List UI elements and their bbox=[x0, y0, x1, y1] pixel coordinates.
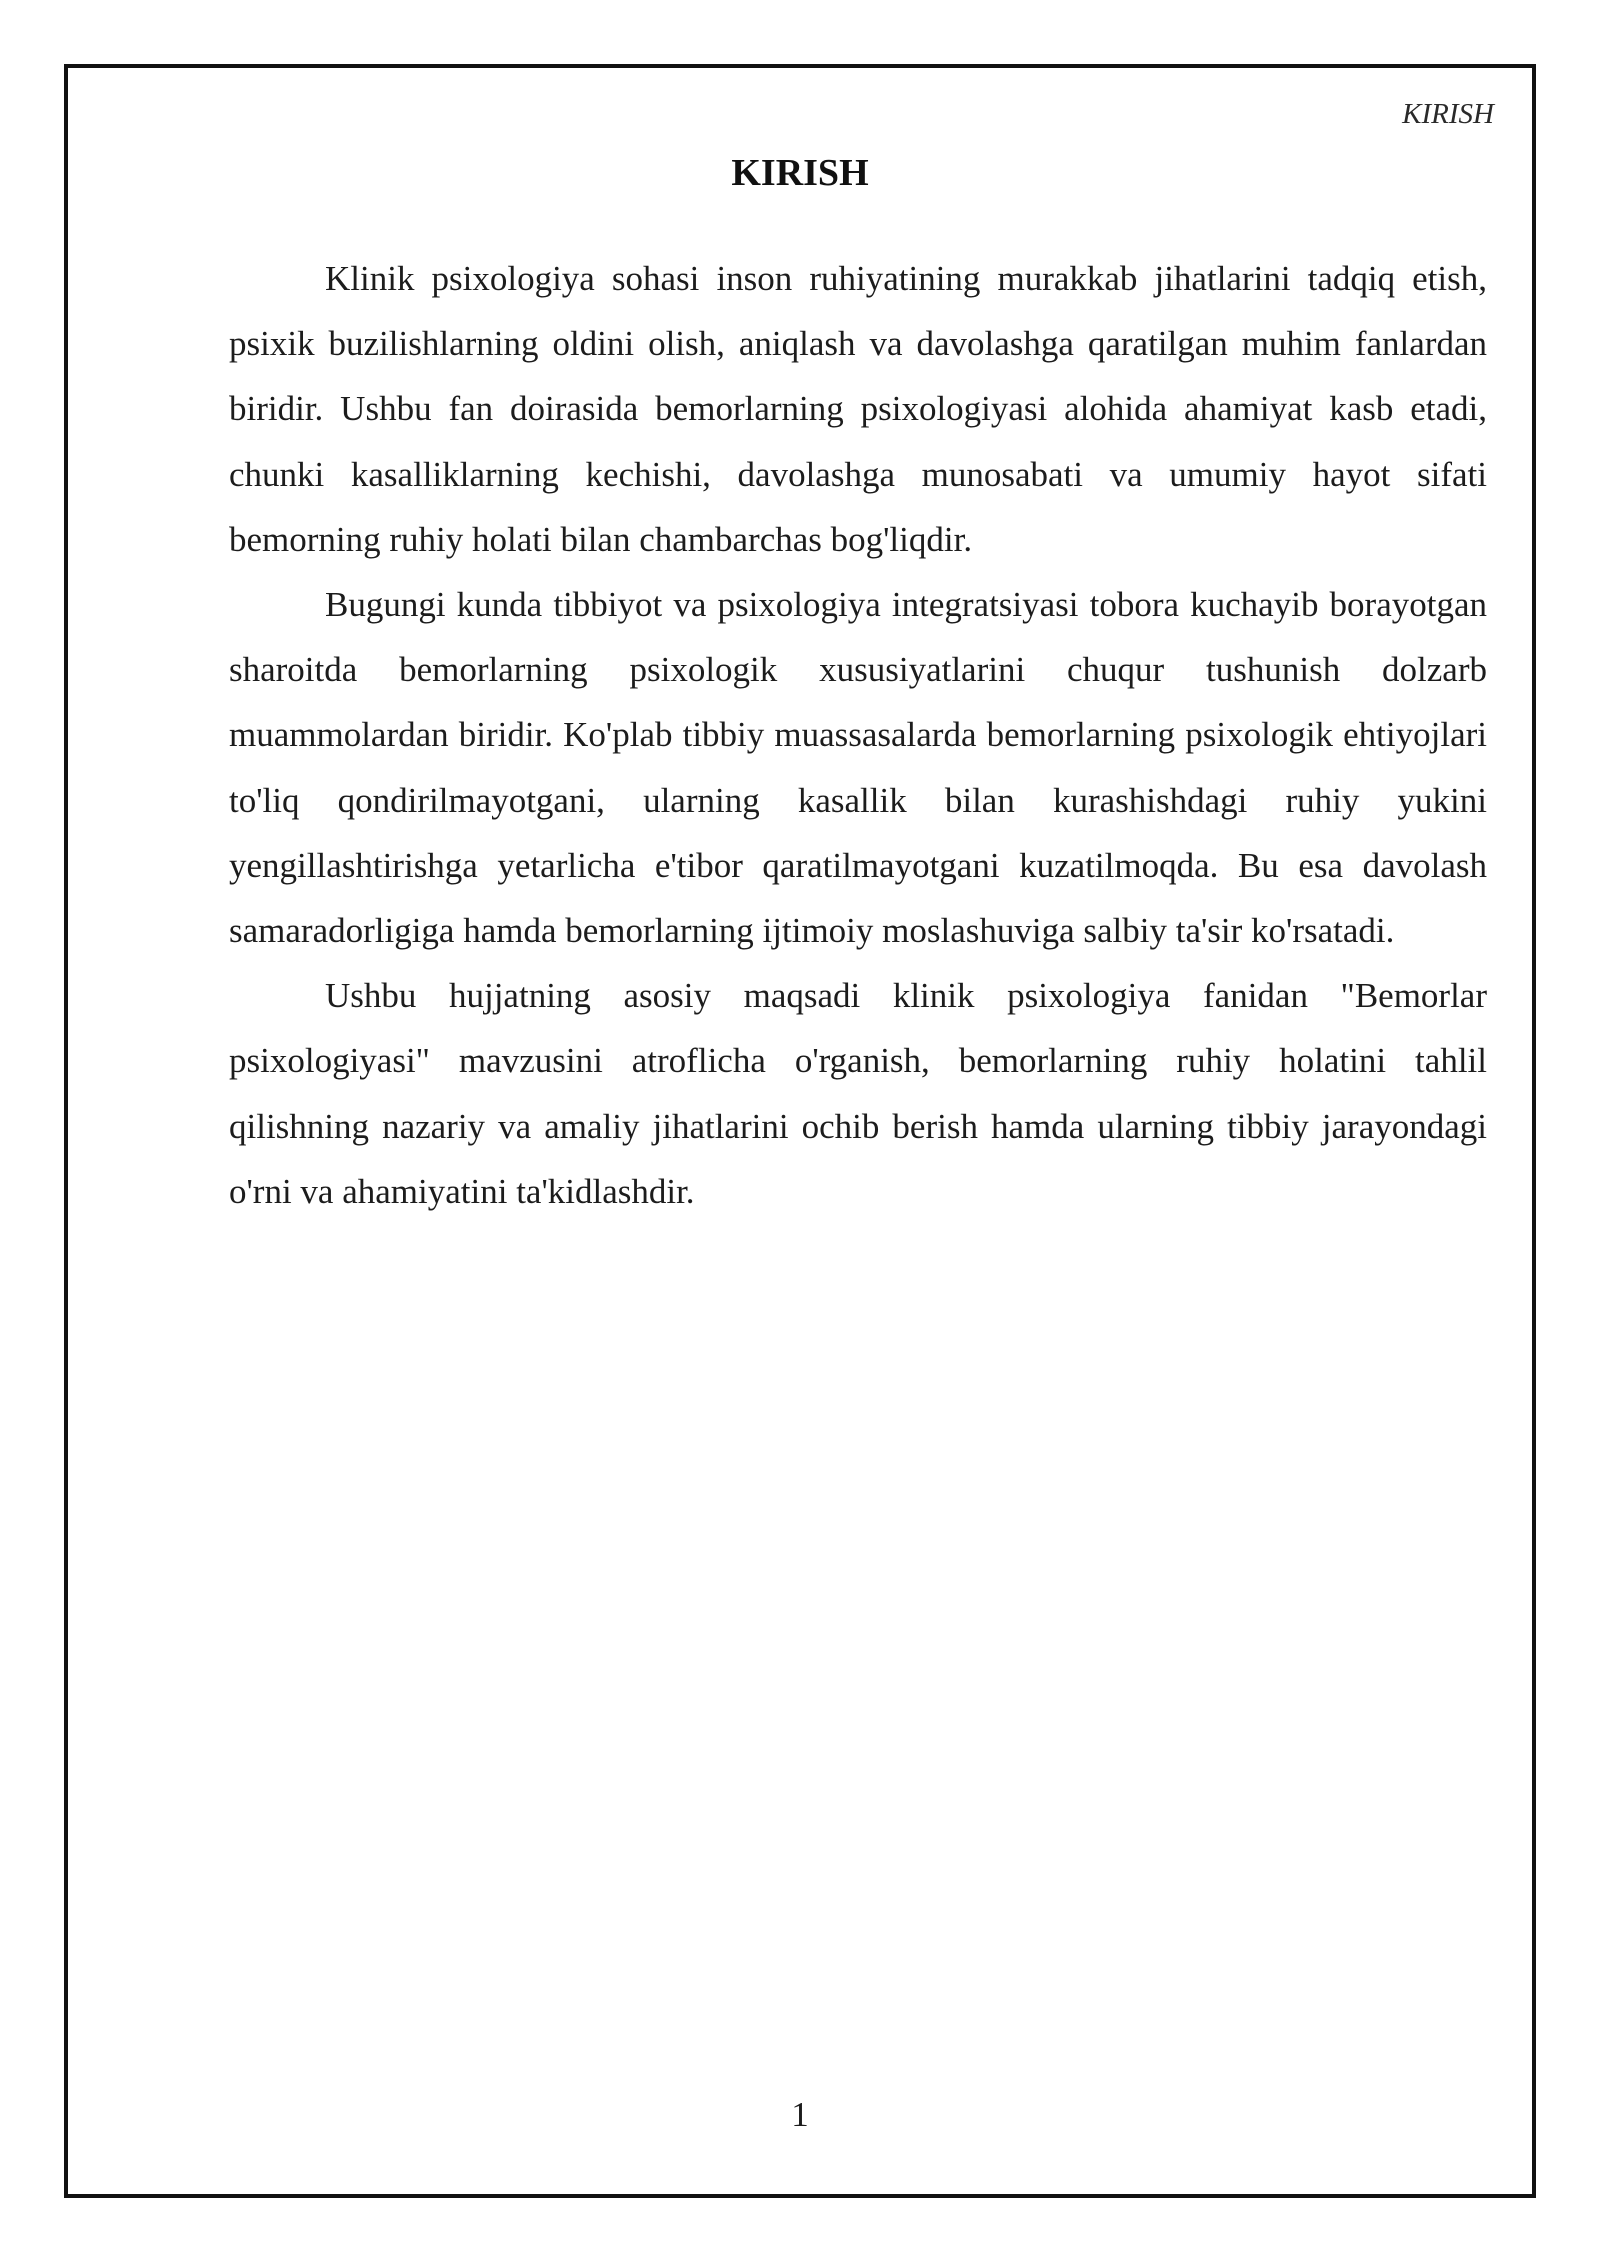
running-header: KIRISH bbox=[1402, 98, 1494, 130]
document-body bbox=[229, 246, 1487, 1224]
paragraph-3: Ushbu hujjatning asosiy maqsadi klinik psixologiya fanidan "Bemorlar psixologiyasi" mavzusini atroflicha o'rganish, bemorlarning ruhiy holatini tahlil qilishning nazariy va amaliy jihatlarini ochib berish hamda ularning tibbiy jarayondagi o'rni va ahamiyatini ta'kidlashdir. bbox=[229, 976, 1487, 1211]
paragraph-1: Klinik psixologiya sohasi inson ruhiyatining murakkab jihatlarini tadqiq etish, psixik buzilishlarning oldini olish, aniqlash va davolashga qaratilgan muhim fanlardan biridir. Ushbu fan doirasida bemorlarning psixologiyasi alohida ahamiyat kasb etadi, chunki kasalliklarning kechishi, davolashga munosabati va umumiy hayot sifati bemorning ruhiy holati bilan chambarchas bog'liqdir. bbox=[229, 259, 1487, 559]
paragraph-2: Bugungi kunda tibbiyot va psixologiya integratsiyasi tobora kuchayib borayotgan sharoitda bemorlarning psixologik xususiyatlarini chuqur tushunish dolzarb muammolardan biridir. Ko'plab tibbiy muassasalarda bemorlarning psixologik ehtiyojlari to'liq qondirilmayotgani, ularning kasallik bilan kurashishdagi ruhiy yukini yengillashtirishga yetarlicha e'tibor qaratilmayotgani kuzatilmoqda. Bu esa davolash samaradorligiga hamda bemorlarning ijtimoiy moslashuviga salbiy ta'sir ko'rsatadi. bbox=[229, 585, 1487, 951]
page-title: KIRISH bbox=[731, 152, 869, 194]
page-number: 1 bbox=[791, 2095, 809, 2134]
